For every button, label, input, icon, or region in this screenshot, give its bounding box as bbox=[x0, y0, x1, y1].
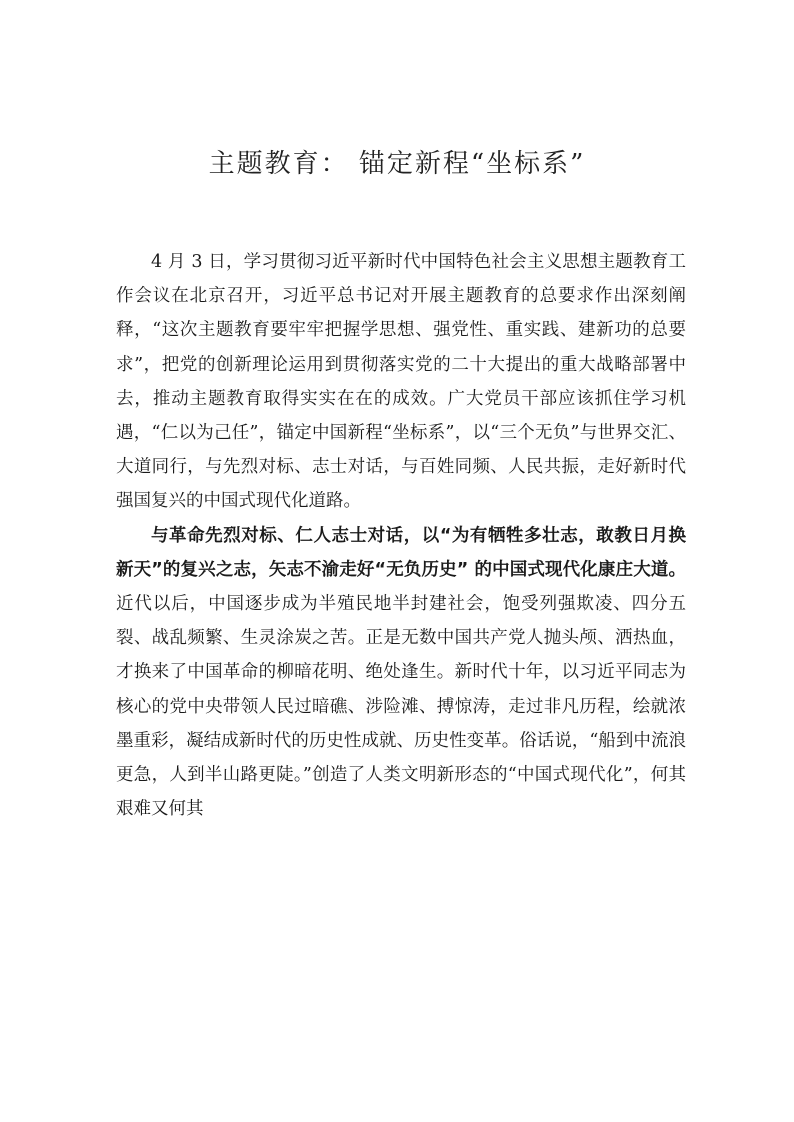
paragraph-2-text: 近代以后，中国逐步成为半殖民地半封建社会，饱受列强欺凌、四分五裂、战乱频繁、生灵涂炭之苦。正是无数中国共产党人抛头颅、洒热血，才换来了中国革命的柳暗花明、绝处逢生。新时代十年，以习近平同志为核心的党中央带领人民过暗礁、涉险滩、搏惊涛，走过非凡历程，绘就浓墨重彩，凝结成新时代的历史性成就、历史性变革。俗话说，“船到中流浪更急，人到半山路更陡。”创造了人类文明新形态的“中国式现代化”，何其艰难又何其 bbox=[116, 594, 686, 820]
paragraph-2-lead: 与革命先烈对标、仁人志士对话，以“为有牺牲多壮志，敢教日月换新天”的复兴之志，矢志不渝走好“无负历史” 的中国式现代化康庄大道。 bbox=[116, 525, 686, 580]
paragraph-1: 4 月 3 日，学习贯彻习近平新时代中国特色社会主义思想主题教育工作会议在北京召开，习近平总书记对开展主题教育的总要求作出深刻阐释，“这次主题教育要牢牢把握学思想、强党性、重实践、建新功的总要求”，把党的创新理论运用到贯彻落实党的二十大提出的重大战略部署中去，推动主题教育取得实实在在的成效。广大党员干部应该抓住学习机遇，“仁以为己任”，锚定中国新程“坐标系”，以“三个无负”与世界交汇、大道同行，与先烈对标、志士对话，与百姓同频、人民共振，走好新时代强国复兴的中国式现代化道路。 bbox=[116, 252, 686, 512]
article-body bbox=[116, 245, 686, 826]
page-title: 主题教育： 锚定新程“坐标系” bbox=[208, 149, 586, 179]
paragraph-2 bbox=[116, 519, 686, 827]
